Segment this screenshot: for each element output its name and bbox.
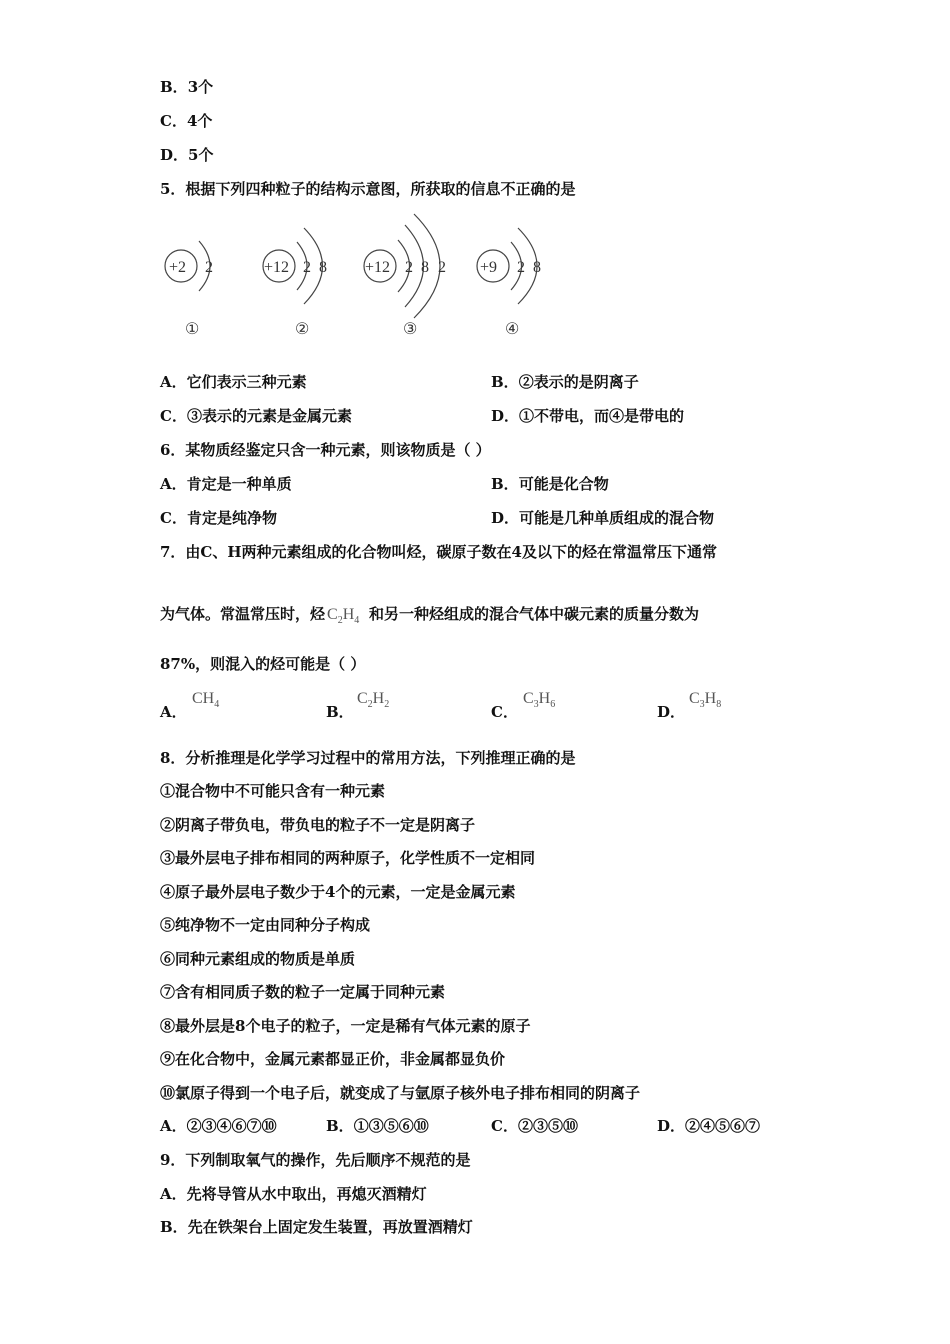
q7-formula-c2h4: $C_2H_4$: [327, 606, 360, 627]
atom4-shell2-count: 8: [533, 259, 541, 276]
atom2-label: ②: [295, 321, 310, 338]
q8-statement: ⑨在化合物中，金属元素都显正价，非金属都显负价: [160, 1050, 506, 1068]
atom1-shell1-count: 2: [205, 259, 213, 276]
q9-option-a: A．先将导管从水中取出，再熄灭酒精灯: [160, 1185, 427, 1203]
q7-option-c: C．: [491, 703, 518, 721]
q7-option-b: B．: [326, 703, 354, 721]
q9-option-b: B．先在铁架台上固定发生装置，再放置酒精灯: [160, 1218, 473, 1236]
atom3-shell3-count: 2: [438, 259, 446, 276]
q5-option-d: D．①不带电，而④是带电的: [491, 407, 685, 425]
q7-option-a-formula: $CH_4$: [192, 690, 220, 711]
q7-stem-line2: 为气体。常温常压时，烃 $C_2H_4$ 和另一种烃组成的混合气体中碳元素的质量分数为: [160, 604, 699, 624]
atom2-nucleus-charge: +12: [264, 259, 290, 276]
q6-option-a: A．肯定是一种单质: [160, 475, 292, 493]
q8-stem: 8．分析推理是化学学习过程中的常用方法，下列推理正确的是: [160, 749, 576, 767]
q8-option-d: D．②④⑤⑥⑦: [657, 1117, 761, 1135]
q6-stem: 6．某物质经鉴定只含一种元素，则该物质是（ ）: [160, 441, 491, 459]
q8-statement: ⑧最外层是8个电子的粒子，一定是稀有气体元素的原子: [160, 1017, 531, 1035]
q4-option-b: B．3个: [160, 78, 214, 96]
q8-statement: ①混合物中不可能只含有一种元素: [160, 782, 386, 800]
q8-statement: ③最外层电子排布相同的两种原子，化学性质不一定相同: [160, 849, 536, 867]
q7-option-d: D．: [657, 703, 686, 721]
q5-option-b: B．②表示的是阴离子: [491, 373, 639, 391]
q8-statement: ⑦含有相同质子数的粒子一定属于同种元素: [160, 983, 446, 1001]
atom4-shell1-count: 2: [517, 259, 525, 276]
atom3-label: ③: [403, 321, 418, 338]
q4-option-c: C．4个: [160, 112, 213, 130]
atom2-shell1-count: 2: [303, 259, 311, 276]
atom3-shell2-count: 8: [421, 259, 429, 276]
q8-statement: ④原子最外层电子数少于4个的元素，一定是金属元素: [160, 883, 516, 901]
q5-stem: 5．根据下列四种粒子的结构示意图，所获取的信息不正确的是: [160, 180, 576, 198]
q5-option-c: C．③表示的元素是金属元素: [160, 407, 352, 425]
q7-option-a: A．: [160, 703, 187, 721]
q8-statement: ⑩氯原子得到一个电子后，就变成了与氩原子核外电子排布相同的阴离子: [160, 1084, 641, 1102]
q8-option-b: B．①③⑤⑥⑩: [326, 1117, 429, 1135]
q7-stem-line1: 7．由C、H两种元素组成的化合物叫烃，碳原子数在4及以下的烃在常温常压下通常: [160, 543, 717, 561]
q9-stem: 9．下列制取氧气的操作，先后顺序不规范的是: [160, 1151, 471, 1169]
q7-option-d-formula: $C_3H_8$: [689, 690, 722, 711]
atom4-nucleus-charge: +9: [480, 259, 498, 276]
q5-option-a: A．它们表示三种元素: [160, 373, 307, 391]
q6-option-c: C．肯定是纯净物: [160, 509, 277, 527]
q8-option-c: C．②③⑤⑩: [491, 1117, 578, 1135]
atom2-shell2-count: 8: [319, 259, 327, 276]
q8-statement: ②阴离子带负电，带负电的粒子不一定是阴离子: [160, 816, 476, 834]
atom1-label: ①: [185, 321, 200, 338]
q7-option-b-formula: $C_2H_2$: [357, 690, 390, 711]
q4-option-d: D．5个: [160, 146, 214, 164]
q8-statement: ⑥同种元素组成的物质是单质: [160, 950, 356, 968]
q8-option-a: A．②③④⑥⑦⑩: [160, 1117, 277, 1135]
atom3-nucleus-charge: +12: [365, 259, 391, 276]
atom3-shell1-count: 2: [405, 259, 413, 276]
q6-option-b: B．可能是化合物: [491, 475, 609, 493]
atom4-label: ④: [505, 321, 520, 338]
atom1-nucleus-charge: +2: [169, 259, 187, 276]
q7-option-c-formula: $C_3H_6$: [523, 690, 556, 711]
q8-statement: ⑤纯净物不一定由同种分子构成: [160, 916, 371, 934]
q6-option-d: D．可能是几种单质组成的混合物: [491, 509, 715, 527]
q7-stem-line3: 87%，则混入的烃可能是（ ）: [160, 655, 366, 673]
